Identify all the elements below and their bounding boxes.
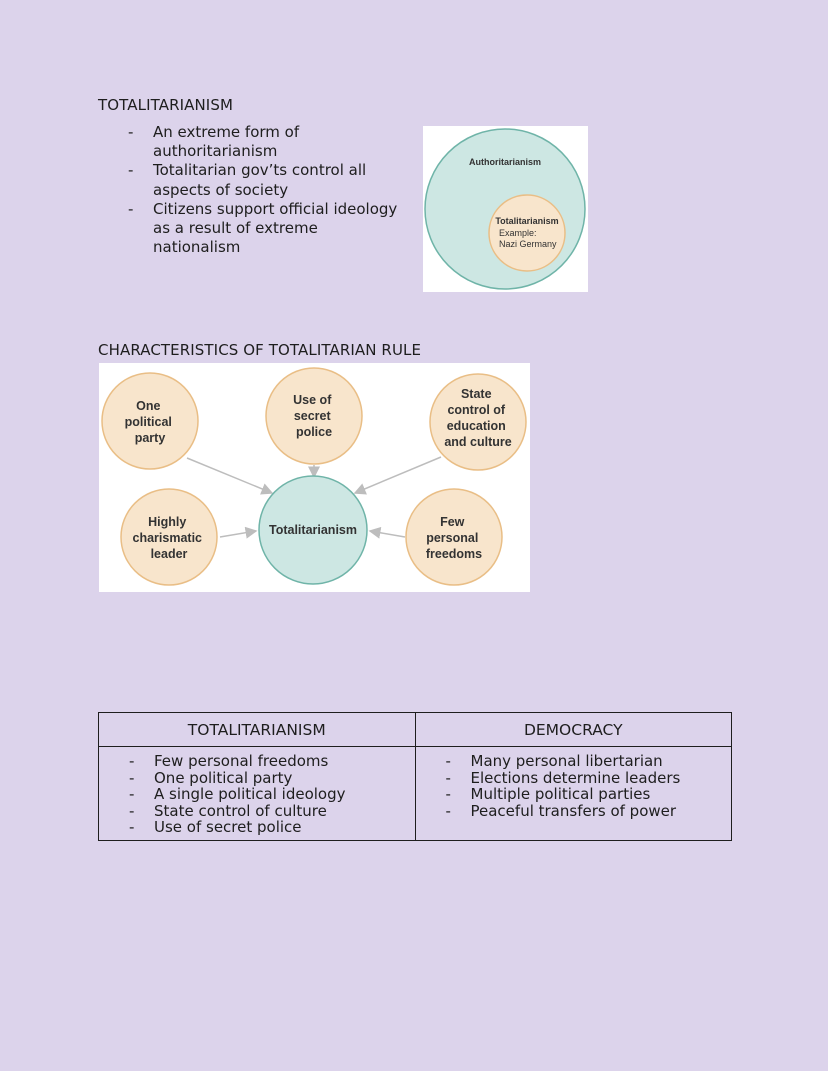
list-item: - One political party xyxy=(99,770,415,787)
example-value: Nazi Germany xyxy=(499,239,557,249)
democracy-cell xyxy=(415,747,732,841)
characteristics-heading: CHARACTERISTICS OF TOTALITARIAN RULE xyxy=(98,341,422,359)
authoritarianism-label: Authoritarianism xyxy=(468,157,542,167)
intro-list xyxy=(98,123,398,257)
arrow-party xyxy=(187,458,272,493)
list-item: - State control of culture xyxy=(99,803,415,820)
venn-figure xyxy=(423,126,588,292)
venn-diagram xyxy=(423,126,588,292)
characteristics-figure xyxy=(99,363,530,592)
totalitarianism-cell xyxy=(99,747,416,841)
center-label: Totalitarianism xyxy=(269,523,357,537)
comparison-table xyxy=(98,712,732,841)
node-charismatic-leader-label: Highly charismatic leader xyxy=(132,515,202,561)
node-state-control-label: State control of education and culture xyxy=(444,387,512,449)
list-item: - Elections determine leaders xyxy=(416,770,732,787)
totalitarianism-list xyxy=(99,753,415,836)
list-item: - Many personal libertarian xyxy=(416,753,732,770)
totalitarianism-label: Totalitarianism xyxy=(495,216,559,226)
node-personal-freedoms-label: Few personal freedoms xyxy=(425,515,483,561)
characteristics-diagram xyxy=(99,363,530,592)
list-item: - Peaceful transfers of power xyxy=(416,803,732,820)
table-header-totalitarianism: TOTALITARIANISM xyxy=(99,713,416,747)
example-label: Example: xyxy=(499,228,537,238)
list-item: - Use of secret police xyxy=(99,819,415,836)
intro-heading: TOTALITARIANISM xyxy=(98,96,233,114)
list-item: - An extreme form of authoritarianism xyxy=(98,123,398,161)
node-political-party-label: One political party xyxy=(124,399,172,445)
list-item: - Few personal freedoms xyxy=(99,753,415,770)
democracy-list xyxy=(416,753,732,819)
list-item: - Totalitarian gov’ts control all aspects of society xyxy=(98,161,398,199)
list-item: - Multiple political parties xyxy=(416,786,732,803)
list-item: - A single political ideology xyxy=(99,786,415,803)
list-item: - Citizens support official ideology as a result of extreme nationalism xyxy=(98,200,398,258)
arrow-leader xyxy=(220,531,256,537)
node-secret-police-label: Use of secret police xyxy=(293,393,333,439)
table-header-democracy: DEMOCRACY xyxy=(415,713,732,747)
arrow-freedoms xyxy=(370,531,405,537)
arrow-education xyxy=(355,457,441,493)
